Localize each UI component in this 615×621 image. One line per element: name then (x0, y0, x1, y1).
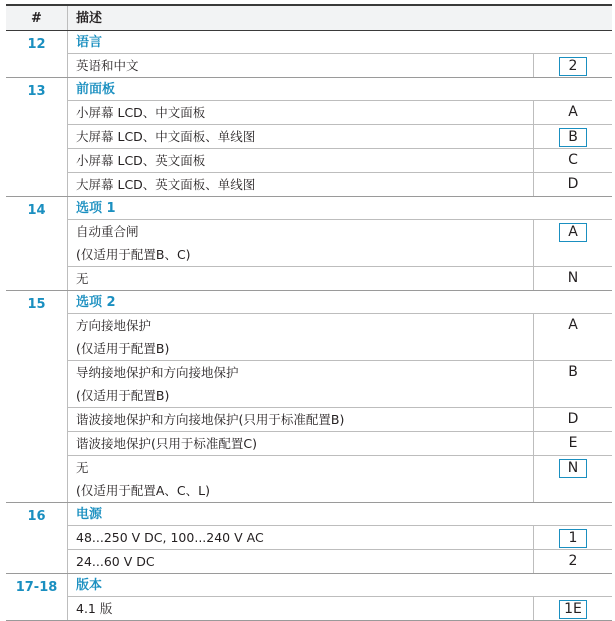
option-description (68, 408, 534, 431)
section-title: 语言 (68, 31, 612, 54)
option-text-line: 自动重合闸 (76, 224, 139, 239)
option-row (68, 550, 612, 573)
section-row (6, 291, 612, 503)
option-text-line: (仅适用于配置B) (76, 388, 170, 403)
option-description (68, 54, 534, 77)
option-description (68, 432, 534, 455)
option-row (68, 267, 612, 290)
option-code: E (568, 435, 578, 451)
section-number: 17-18 (6, 574, 68, 620)
option-row (68, 101, 612, 125)
option-description (68, 125, 534, 148)
section-number: 12 (6, 31, 68, 77)
section-title: 选项 1 (68, 197, 612, 220)
option-text-line: 谐波接地保护(只用于标准配置C) (76, 436, 257, 451)
option-description (68, 550, 534, 573)
option-description (68, 149, 534, 172)
option-description (68, 173, 534, 196)
section-number: 15 (6, 291, 68, 502)
option-text-line: 24...60 V DC (76, 554, 155, 569)
option-text-line: 小屏幕 LCD、英文面板 (76, 153, 206, 168)
header-description: 描述 (76, 11, 103, 26)
option-row (68, 314, 612, 361)
option-text-line: 4.1 版 (76, 601, 113, 616)
option-text-line: 小屏幕 LCD、中文面板 (76, 105, 206, 120)
option-description (68, 526, 534, 549)
option-code: C (568, 152, 578, 168)
section-row (6, 197, 612, 291)
table-header-row (6, 4, 612, 31)
option-row (68, 526, 612, 550)
option-text-line: (仅适用于配置A、C、L) (76, 483, 210, 498)
option-description (68, 314, 534, 360)
option-row (68, 432, 612, 456)
section-title: 版本 (68, 574, 612, 597)
section-number: 16 (6, 503, 68, 573)
selected-code-box: 1E (559, 600, 587, 619)
section-title: 选项 2 (68, 291, 612, 314)
selected-code-box: N (559, 459, 587, 478)
option-description (68, 361, 534, 407)
option-row (68, 361, 612, 408)
option-row (68, 456, 612, 502)
option-text-line: 方向接地保护 (76, 318, 152, 333)
option-text-line: 英语和中文 (76, 58, 139, 73)
option-code: D (567, 176, 579, 192)
section-title: 前面板 (68, 78, 612, 101)
option-code: A (568, 104, 578, 120)
ordering-code-table (6, 4, 612, 621)
option-description (68, 101, 534, 124)
option-text-line: (仅适用于配置B、C) (76, 247, 191, 262)
option-text-line: 谐波接地保护和方向接地保护(只用于标准配置B) (76, 412, 345, 427)
option-text-line: 导纳接地保护和方向接地保护 (76, 365, 239, 380)
option-row (68, 149, 612, 173)
section-title: 电源 (68, 503, 612, 526)
option-code: N (567, 270, 579, 286)
section-row (6, 503, 612, 574)
option-row (68, 54, 612, 77)
section-number: 14 (6, 197, 68, 290)
section-row (6, 574, 612, 621)
option-description (68, 267, 534, 290)
section-number: 13 (6, 78, 68, 196)
selected-code-box: 1 (559, 529, 587, 548)
option-text-line: 无 (76, 271, 89, 286)
section-row (6, 31, 612, 78)
option-text-line: 无 (76, 460, 89, 475)
table-body (6, 31, 612, 621)
selected-code-box: B (559, 128, 587, 147)
selected-code-box: 2 (559, 57, 587, 76)
option-text-line: 48...250 V DC, 100...240 V AC (76, 530, 264, 545)
option-text-line: 大屏幕 LCD、英文面板、单线图 (76, 177, 256, 192)
option-text-line: 大屏幕 LCD、中文面板、单线图 (76, 129, 256, 144)
header-number: # (6, 6, 68, 30)
option-row (68, 408, 612, 432)
option-description (68, 456, 534, 502)
section-row (6, 78, 612, 197)
option-row (68, 220, 612, 267)
option-code: D (567, 411, 579, 427)
option-text-line: (仅适用于配置B) (76, 341, 170, 356)
option-description (68, 220, 534, 266)
option-row (68, 125, 612, 149)
selected-code-box: A (559, 223, 587, 242)
option-code: B (568, 364, 578, 380)
option-code: 2 (568, 553, 578, 569)
option-code: A (568, 317, 578, 333)
option-row (68, 173, 612, 196)
